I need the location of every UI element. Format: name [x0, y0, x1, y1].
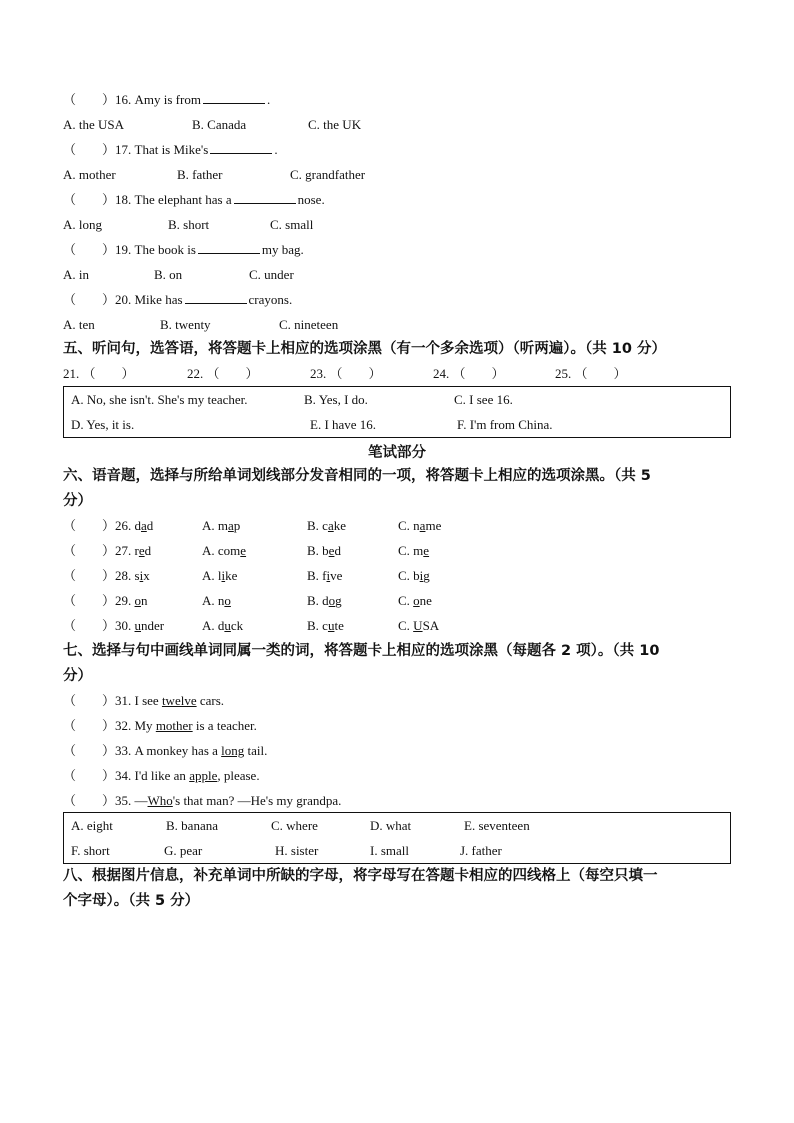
option-c-word: C. name: [398, 518, 442, 533]
option-a: A. No, she isn't. She's my teacher.: [71, 392, 248, 407]
option-a: A. ten: [63, 317, 95, 332]
option-b: B. on: [154, 267, 183, 282]
phonics-question: [63, 566, 150, 586]
option-b-word: B. dog: [307, 593, 342, 608]
option-b: B. father: [177, 167, 223, 182]
option-a: [202, 566, 237, 586]
given-word: red: [134, 543, 152, 558]
option-c: C. small: [270, 217, 314, 232]
phonics-question: [63, 591, 148, 611]
option-b: [307, 566, 342, 586]
underlined-word: mother: [155, 718, 193, 733]
option-a: [202, 591, 231, 611]
option-c: [398, 591, 432, 611]
option-b-word: B. bed: [307, 543, 341, 558]
option-c: [398, 566, 430, 586]
question-19-text: （ ）19. The book is: [63, 242, 196, 257]
section-7-heading-line1: 七、选择与句中画线单词同属一类的词，将答题卡上相应的选项涂黑（每题各 2 项）。（共 10: [63, 643, 660, 659]
option-a-word: A. duck: [202, 618, 244, 633]
underlined-word: long: [221, 743, 245, 758]
given-word: dad: [134, 518, 154, 533]
section-6-heading-line1: 六、语音题，选择与所给单词划线部分发音相同的一项，将答题卡上相应的选项涂黑。（共 5: [63, 468, 651, 484]
option-e: E. I have 16.: [310, 417, 377, 432]
option-c: C. where: [271, 818, 318, 833]
phonics-question: [63, 616, 164, 636]
question-17-suffix: .: [274, 142, 278, 157]
question-18-text: （ ）18. The elephant has a: [63, 192, 232, 207]
section-6-heading: [63, 464, 733, 514]
option-h: H. sister: [275, 843, 319, 858]
section-8-heading: [63, 864, 733, 914]
option-c-word: C. big: [398, 568, 430, 583]
question-17-text: （ ）17. That is Mike's: [63, 142, 209, 157]
underlined-word: twelve: [161, 693, 197, 708]
answer-24: 24. （ ）: [433, 366, 505, 381]
option-b: [307, 616, 344, 636]
option-a: [202, 616, 243, 636]
written-part-title: 笔试部分: [368, 445, 426, 461]
underlined-word: Who: [147, 793, 173, 808]
option-b: [307, 516, 346, 536]
option-a-word: A. map: [202, 518, 241, 533]
option-c: C. nineteen: [279, 317, 339, 332]
option-a: A. in: [63, 267, 89, 282]
option-g: G. pear: [164, 843, 203, 858]
section-7-options-box: [63, 812, 731, 864]
option-a: [202, 541, 246, 561]
option-b: B. Yes, I do.: [304, 392, 368, 407]
option-c: [398, 541, 429, 561]
option-d: D. Yes, it is.: [71, 417, 135, 432]
question-19-suffix: my bag.: [261, 242, 304, 257]
option-b: [307, 541, 341, 561]
option-a-word: A. come: [202, 543, 247, 558]
option-b-word: B. cute: [307, 618, 344, 633]
option-a: [202, 516, 240, 536]
option-c: C. grandfather: [290, 167, 366, 182]
phonics-question: [63, 541, 151, 561]
question-16-suffix: .: [266, 92, 271, 107]
option-b: B. short: [168, 217, 210, 232]
answer-23: 23. （ ）: [310, 366, 382, 381]
answer-blank: [198, 240, 260, 254]
phonics-question: [63, 516, 153, 536]
option-a: A. long: [63, 217, 102, 232]
option-f: F. short: [71, 843, 110, 858]
given-word: under: [134, 618, 165, 633]
section-5-options-box: [63, 386, 731, 438]
question-number: （ ）29.: [63, 593, 135, 608]
section-7-heading-line2: 分）: [63, 668, 92, 684]
option-c: C. the UK: [308, 117, 362, 132]
question-number: （ ）30.: [63, 618, 135, 633]
option-b-word: B. cake: [307, 518, 347, 533]
underlined-word: apple: [189, 768, 218, 783]
option-c-word: C. me: [398, 543, 430, 558]
answer-blank: [210, 140, 272, 154]
option-a: A. eight: [71, 818, 113, 833]
option-a: A. mother: [63, 167, 116, 182]
option-f: F. I'm from China.: [457, 417, 553, 432]
option-c: [398, 616, 439, 636]
answer-blank: [203, 90, 265, 104]
option-a-word: A. no: [202, 593, 231, 608]
option-c: [398, 516, 441, 536]
option-j: J. father: [460, 843, 502, 858]
question-16-text: （ ）16. Amy is from: [63, 92, 201, 107]
option-b: [307, 591, 342, 611]
option-b: B. banana: [166, 818, 218, 833]
answer-25: 25. （ ）: [555, 366, 627, 381]
option-e: E. seventeen: [464, 818, 530, 833]
section-7-heading: [63, 639, 733, 689]
given-word: on: [134, 593, 148, 608]
option-c-word: C. one: [398, 593, 432, 608]
option-c: C. under: [249, 267, 294, 282]
answer-blank: [185, 290, 247, 304]
section-8-heading-line2: 个字母）。（共 5 分）: [63, 893, 200, 909]
question-18-suffix: nose.: [297, 192, 325, 207]
question-20-text: （ ）20. Mike has: [63, 292, 183, 307]
given-word: six: [134, 568, 150, 583]
option-c-word: C. USA: [398, 618, 440, 633]
option-d: D. what: [370, 818, 412, 833]
option-a-word: A. like: [202, 568, 238, 583]
category-sentence: （ ）33. A monkey has a long tail.: [63, 743, 268, 758]
question-number: （ ）28.: [63, 568, 135, 583]
answer-21: 21. （ ）: [63, 366, 135, 381]
option-c: C. I see 16.: [454, 392, 513, 407]
section-6-heading-line2: 分）: [63, 493, 92, 509]
question-number: （ ）26.: [63, 518, 135, 533]
answer-blank: [234, 190, 296, 204]
category-sentence: （ ）35. —Who's that man? —He's my grandpa.: [63, 793, 342, 808]
answer-22: 22. （ ）: [187, 366, 259, 381]
option-b: B. twenty: [160, 317, 211, 332]
option-i: I. small: [370, 843, 409, 858]
option-b: B. Canada: [192, 117, 247, 132]
option-a: A. the USA: [63, 117, 125, 132]
section-8-heading-line1: 八、根据图片信息，补充单词中所缺的字母，将字母写在答题卡相应的四线格上（每空只填一: [63, 868, 658, 884]
question-20-suffix: crayons.: [248, 292, 293, 307]
section-5-heading: 五、听问句，选答语，将答题卡上相应的选项涂黑（有一个多余选项）（听两遍）。（共 10 分）: [63, 341, 667, 357]
question-number: （ ）27.: [63, 543, 135, 558]
category-sentence: （ ）32. My mother is a teacher.: [63, 718, 257, 733]
category-sentence: （ ）31. I see twelve cars.: [63, 693, 225, 708]
option-b-word: B. five: [307, 568, 343, 583]
category-sentence: （ ）34. I'd like an apple, please.: [63, 768, 260, 783]
